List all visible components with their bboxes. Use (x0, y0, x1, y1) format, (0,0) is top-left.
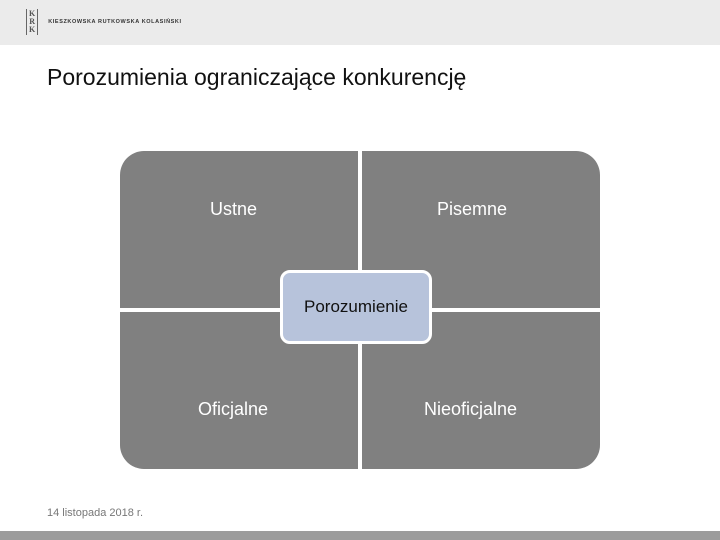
quadrant-label: Nieoficjalne (424, 399, 518, 419)
company-logo (26, 4, 182, 40)
quadrant-label: Ustne (210, 199, 258, 219)
logo-letter: K (29, 9, 36, 18)
center-label: Porozumienie (304, 297, 408, 316)
bottom-band (0, 531, 720, 540)
center-node (280, 270, 432, 344)
agreement-matrix (120, 151, 600, 469)
quadrant-label: Oficjalne (198, 399, 269, 419)
logo-letter: K (29, 25, 36, 34)
quadrant-label: Pisemne (437, 199, 508, 219)
logo-mark (26, 9, 38, 35)
logo-text: KIESZKOWSKA RUTKOWSKA KOLASIŃSKI (48, 19, 182, 25)
slide-title: Porozumienia ograniczające konkurencję (47, 64, 467, 90)
footer-date: 14 listopada 2018 r. (47, 507, 144, 519)
header-band (0, 0, 720, 45)
logo-letter: R (29, 17, 35, 26)
